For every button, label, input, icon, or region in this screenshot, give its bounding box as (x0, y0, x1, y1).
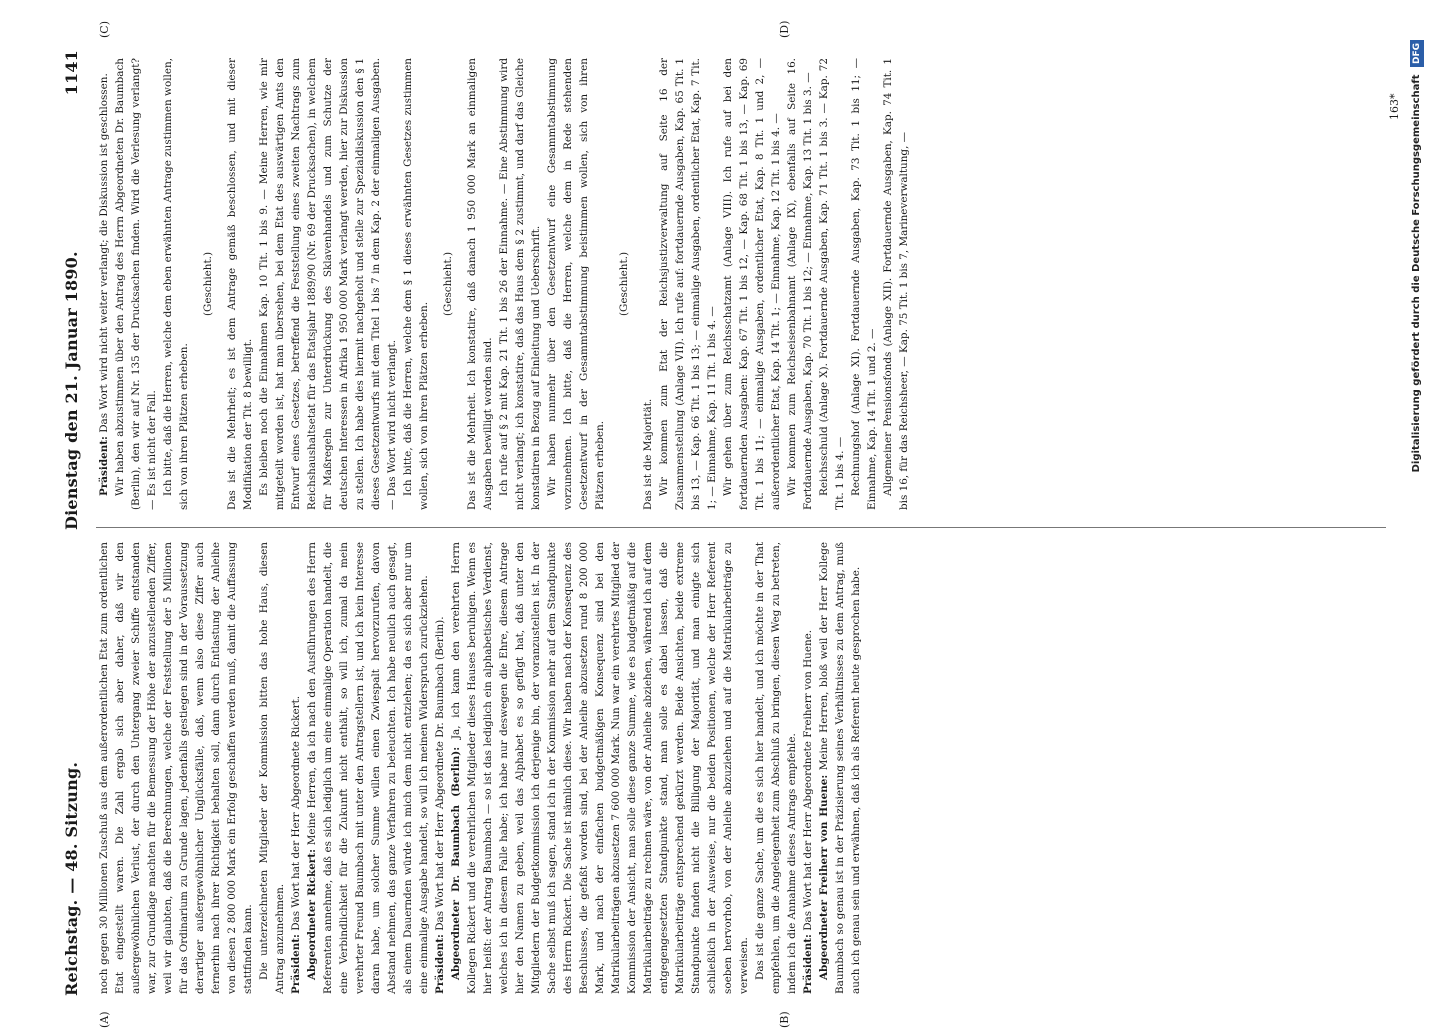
paragraph (784, 58, 816, 510)
paragraph-text: Das ist die Mehrheit. Ich konstatire, daß danach 1 950 000 Mark an einmaligen Ausgaben bewilligt worden sind. (466, 58, 494, 510)
right-column (96, 58, 912, 510)
paragraph-text: Wir kommen zum Etat der Reichsjustizverwaltung auf Seite 16 der Zusammenstellung (Anlage VII). Ich rufe auf: fortdauernde Ausgaben, Kap. 65 Tit. 1 bis 13, — Kap. 66 Tit. 1 bis 13; — einmalige Ausgaben, ordentlicher Etat, Kap. 7 Tit. 1; — Einnahme, Kap. 11 Tit. 1 bis 4. — (658, 58, 718, 510)
header-session-title: Reichstag. — 48. Sitzung. (62, 761, 81, 996)
paragraph (496, 58, 544, 510)
speaker-name: Abgeordneter Freiherr von Huene: (818, 774, 830, 980)
paragraph-text: Reichsschuld (Anlage X). Fortdauernde Ausgaben, Kap. 71 Tit. 1 bis 3. — Kap. 72 Tit. 1 bis 4. — (818, 58, 846, 510)
paragraph-text: noch gegen 30 Millionen Zuschuß aus dem außerordentlichen Etat zum ordentlichen Etat eingestellt waren. Die Zahl ergab sich aber daher, daß wir den außergewöhnlichen Verlust, der durch den Untergang zweier Schiffe entstanden war, zur Grundlage machten für die Bemessung der Höhe der anzustellenden Ziffer, weil wir glaubten, daß die Berechnungen, welche der Feststellung der 5 Millionen für das Ordinarium zu Grunde lagen, jedenfalls gestiegen sind in der Voraussetzung derartiger außergewöhnlicher Unglücksfälle, daß, wenn also diese Ziffer auch fernerhin nach ihrer Richtigkeit behalten soll, dann durch Entlastung der Anleihe von diesen 2 800 000 Mark ein Erfolg geschaffen werden muß, damit die Auffassung stattfinden kann. (98, 542, 254, 994)
paragraph-text: (Geschieht.) (442, 251, 454, 317)
stage-direction (616, 58, 632, 510)
dfg-logo: DFG (1410, 40, 1424, 67)
signature-mark: 163* (1388, 93, 1401, 120)
paragraph (256, 58, 400, 510)
margin-letter-c: (C) (98, 21, 111, 38)
paragraph (816, 58, 848, 510)
speaker-name: Abgeordneter Rickert: (306, 849, 318, 980)
paragraph-text: Meine Herren, da ich nach den Ausführungen des Herrn Referenten annehme, daß es sich lediglich um eine einmalige Operation handelt, die eine Verbindlichkeit für die Zukunft nicht enthält, so will ich, zumal da mein verehrter Freund Baumbach mit unter den Antragstellern ist, und ich kein Interesse daran habe, um solcher Summe willen einen Zwiespalt hervorzurufen, davon Abstand nehmen, das ganze Verfahren zu beleuchten. Ich habe neulich auch gesagt, als einem Dauernden würde ich mich dem nicht entziehen; da es sich aber nur um eine einmalige Ausgabe handelt, so will ich meinen Widerspruch zurückziehen. (306, 542, 430, 994)
paragraph-text: Wir haben abzustimmen über den Antrag des Herrn Abgeordneten Dr. Baumbach (Berlin), den wir auf Nr. 135 der Drucksachen finden. Wird die Verlesung verlangt? — Es ist nicht der Fall. (114, 58, 158, 510)
paragraph-text: Wir gehen über zum Reichsschatzamt (Anlage VIII). Ich rufe auf bei den fortdauernden Ausgaben: Kap. 67 Tit. 1 bis 12, — Kap. 68 Tit. 1 bis 13, — Kap. 69 Tit. 1 bis 11; — einmalige Ausgaben, ordentlicher Etat, Kap. 8 Tit. 1 und 2, — außerordentlicher Etat, Kap. 14 Tit. 1; — Einnahme, Kap. 12 Tit. 1 bis 4. — (722, 58, 782, 510)
paragraph-text: Das ist die Mehrheit; es ist dem Antrage gemäß beschlossen, und mit dieser Modifikation der Tit. 8 bewilligt. (226, 58, 254, 510)
speaker-name: Abgeordneter Dr. Baumbach (Berlin): (450, 746, 462, 980)
paragraph (464, 58, 496, 510)
paragraph (752, 542, 800, 994)
paragraph (448, 542, 752, 994)
stage-direction (200, 58, 216, 510)
document-page (58, 20, 1408, 1028)
digitization-note (1406, 40, 1428, 960)
page-header (62, 40, 88, 1000)
paragraph-text: Es bleiben noch die Einnahmen Kap. 10 Tit. 1 bis 9. — Meine Herren, wie mir mitgeteilt worden ist, hat man übersehen, bei dem Etat des auswärtigen Amts den Entwurf eines Gesetzes, betreffend die Feststellung eines zweiten Nachtrags zum Reichshaushaltsetat für das Etatsjahr 1889/90 (Nr. 69 der Drucksachen), in welchem für Maßregeln zur Unterdrückung des Sklavenhandels und zum Schutze der deutschen Interessen in Afrika 1 950 000 Mark verlangt werden, hier zur Diskussion zu stellen. Ich habe dies hiermit nachgeholt und stelle zur Spezialdiskussion den § 1 dieses Gesetzentwurfs mit dem Titel 1 bis 7 in dem Kap. 2 der einmaligen Ausgaben. — Das Wort wird nicht verlangt. (258, 58, 398, 510)
paragraph (640, 58, 656, 510)
paragraph-text: Ja, ich kann den verehrten Herrn Kollegen Rickert und die verehrlichen Mitglieder dieses Hauses beruhigen. Wenn es hier heißt: der Antrag Baumbach — so ist das lediglich ein alphabetisches Verdienst, welches ich in diesem Falle habe; ich habe nur deswegen die Ehre, diesem Antrage hier den Namen zu geben, weil das Alphabet es so gefügt hat, daß unter den Mitgliedern der Budgetkommission ich derjenige bin, der voranzustellen ist. In der Sache selbst muß ich sagen, stand ich in der Kommission mehr auf dem Standpunkte des Herrn Rickert. Die Sache ist nämlich diese. Wir haben nach der Konsequenz des Beschlusses, die gefaßt worden sind, bei der Anleihe abzusetzen rund 8 200 000 Mark, und nach der einfachen budgetmäßigen Konsequenz sind bei den Matrikularbeiträgen abzusetzen 7 600 000 Mark. Nun war ein verehrtes Mitglied der Kommission der Ansicht, man solle diese ganze Summe, wie es budgetmäßig auf die Matrikularbeiträge zu rechnen wäre, von der Anleihe abziehen, während ich auf dem entgegengesetzten Standpunkte stand, man solle es dabei lassen, daß die Matrikularbeiträge entsprechend gekürzt werden. Beide Ansichten, beide extreme Standpunkte fanden nicht die Billigung der Majorität, und man einigte sich schließlich in der Ausweise, nur die beiden Positionen, welche der Herr Referent soeben hervorhob, von der Anleihe abzuziehen und auf die Matrikularbeiträge zu verweisen. (450, 542, 750, 994)
speaker-name: Präsident: (290, 934, 302, 994)
paragraph-text: Das Wort hat der Herr Abgeordnete Rickert. (290, 695, 302, 931)
paragraph (224, 58, 256, 510)
paragraph-text: Das Wort hat der Herr Abgeordnete Dr. Baumbach (Berlin). (434, 616, 446, 931)
speaker-name: Präsident: (802, 934, 814, 994)
digitization-text: Digitalisierung gefördert durch die Deutsche Forschungsgemeinschaft (1411, 74, 1422, 473)
stage-direction (440, 58, 456, 510)
paragraph-text: Wir kommen zum Reichseisenbahnamt (Anlage IX), ebenfalls auf Seite 16. Fortdauernde Ausgaben, Kap. 70 Tit. 1 bis 12; — Einnahme, Kap. 13 Tit. 1 bis 3. — (786, 58, 814, 510)
paragraph (400, 58, 432, 510)
speaker-name: Präsident: (434, 934, 446, 994)
paragraph-text: Ich bitte, daß die Herren, welche dem § 1 dieses erwähnten Gesetzes zustimmen wollen, sich von ihren Plätzen erheben. (402, 58, 430, 510)
margin-letter-b: (B) (778, 1011, 791, 1028)
column-divider (96, 527, 1386, 528)
paragraph (112, 58, 160, 510)
header-date: Dienstag den 21. Januar 1890. (62, 251, 81, 530)
paragraph (880, 58, 912, 510)
paragraph (256, 542, 288, 994)
margin-letter-a: (A) (98, 1011, 111, 1028)
paragraph (288, 542, 304, 994)
paragraph-text: (Geschieht.) (618, 251, 630, 317)
paragraph-text: Das Wort hat der Herr Abgeordnete Freiherr von Huene. (802, 629, 814, 931)
paragraph-text: Das ist die ganze Sache, um die es sich hier handelt, und ich möchte in der That empfehlen, um die Angelegenheit zum Abschluß zu bringen, diesen Weg zu betreten, indem ich die Annahme dieses Antrags empfehle. (754, 542, 798, 994)
paragraph-text: Das Wort wird nicht weiter verlangt; die Diskussion ist geschlossen. (98, 73, 110, 433)
paragraph (432, 542, 448, 994)
paragraph (656, 58, 720, 510)
paragraph (96, 58, 112, 510)
paragraph (720, 58, 784, 510)
paragraph (544, 58, 608, 510)
margin-letter-d: (D) (778, 20, 791, 38)
paragraph-text: Ich rufe auf § 2 mit Kap. 21 Tit. 1 bis 26 der Einnahme. — Eine Abstimmung wird nicht verlangt; ich konstatire, daß das Haus dem § 2 zustimmt, und darf das Gleiche konstatiren in Bezug auf Einleitung und Ueberschrift. (498, 58, 542, 510)
paragraph (304, 542, 432, 994)
paragraph-text: Ich bitte, daß die Herren, welche dem eben erwähnten Antrage zustimmen wollen, sich von ihren Plätzen erheben. (162, 58, 190, 510)
paragraph-text: Rechnungshof (Anlage XI). Fortdauernde Ausgaben, Kap. 73 Tit. 1 bis 11; — Einnahme, Kap. 14 Tit. 1 und 2. — (850, 58, 878, 510)
paragraph-text: Das ist die Majorität. (642, 398, 654, 510)
paragraph-text: Allgemeiner Pensionsfonds (Anlage XII). Fortdauernde Ausgaben, Kap. 74 Tit. 1 bis 16, für das Reichsheer, — Kap. 75 Tit. 1 bis 7, Marineverwaltung, — (882, 58, 910, 510)
paragraph (800, 542, 816, 994)
paragraph (816, 542, 864, 994)
paragraph-text: Die unterzeichneten Mitglieder der Kommission bitten das hohe Haus, diesen Antrag anzunehmen. (258, 542, 286, 994)
paragraph (160, 58, 192, 510)
paragraph (848, 58, 880, 510)
paragraph-text: Meine Herren, bloß weil der Herr Kollege Baumbach so genau ist in der Präzisierung seines Verhältnisses zu dem Antrag, muß auch ich genau sein und erwähnen, daß ich als Referent heute gesprochen habe. (818, 541, 862, 994)
page-number: 1141 (62, 50, 81, 96)
speaker-name: Präsident: (98, 436, 110, 496)
paragraph (96, 542, 256, 994)
left-column (96, 542, 864, 994)
paragraph-text: Wir haben nunmehr über den Gesetzentwurf eine Gesammtabstimmung vorzunehmen. Ich bitte, daß die Herren, welche dem in Rede stehenden Gesetzentwurf in der Gesammtabstimmung beistimmen wollen, sich von ihren Plätzen erheben. (546, 58, 606, 510)
paragraph-text: (Geschieht.) (202, 251, 214, 317)
